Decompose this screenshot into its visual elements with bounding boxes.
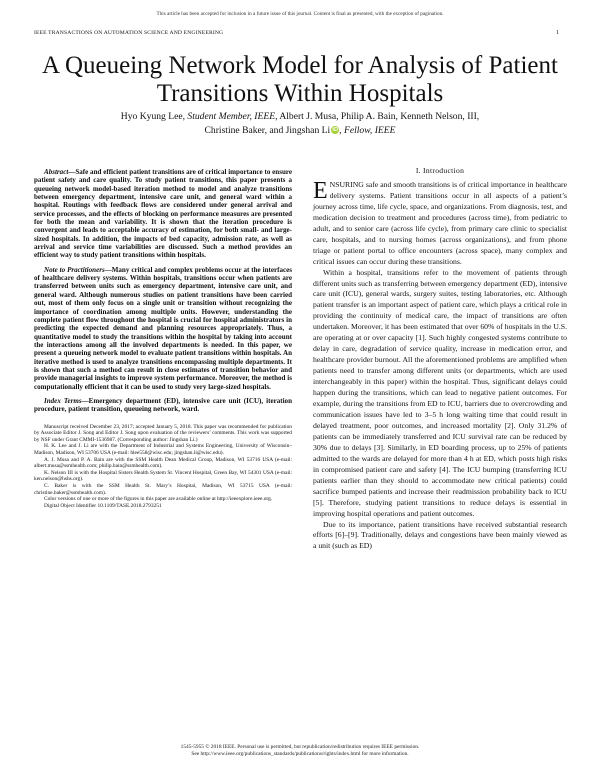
footnote-affiliation-3: K. Nelson III is with the Hospital Sisters Health System St. Vincent Hospital, Green Bay, WI 54301 USA (e-mail: ken.nelson@hshs.org). (34, 469, 292, 483)
index-terms-dash: — (81, 396, 89, 405)
author-line-2 (40, 124, 560, 138)
author-list (40, 110, 560, 138)
author-role-fellow: Fellow, IEEE (343, 125, 396, 136)
footnote-doi: Digital Object Identifier 10.1109/TASE.2018.2793251 (44, 502, 162, 509)
drop-cap: E (313, 177, 328, 204)
author-sep: , (339, 125, 344, 136)
copyright-line: 1545-5955 © 2018 IEEE. Personal use is permitted, but republication/redistribution requires IEEE permission. (180, 744, 420, 750)
publication-notice: This article has been accepted for inclusion in a future issue of this journal. Content is final as presented, with the exception of pagination. (156, 11, 444, 17)
right-column (313, 166, 567, 552)
footnote-color-versions: Color versions of one or more of the figures in this paper are available online at http://ieeexplore.ieee.org. (44, 496, 273, 503)
intro-paragraph-1 (313, 177, 567, 268)
note-to-practitioners (34, 266, 292, 391)
section-heading: I. Introduction (415, 166, 465, 175)
intro-paragraph-3: Due to its importance, patient transitions have received substantial research efforts [6]–[9]. Traditionally, delays and congestions have been mainly viewed as a unit (such as ED) (313, 519, 567, 551)
index-terms (34, 397, 292, 414)
practitioners-text: Many critical and complex problems occur at the interfaces of healthcare delivery systems. Within hospitals, transitions occur when patients are transferred between units such as emergency department, intensive care unit, and general ward. Although numerous studies on patient transitions have been carried out, most of them only focus on a single unit or transition without recognizing the importance of coordination among multiple units. However, understanding the complete patient flow throughout the hospital is crucial for hospital administrators in predicting the expected demand and planning resources appropriately. Thus, a quantitative model to study the transitions within the hospital by taking into account the interactions among all the involved departments is needed. In this paper, we present a queueing network model to evaluate patient transitions within hospitals. An iterative method is used to analyze transitions encompassing multiple departments. It is shown that such a method can result in close estimates of transition behavior and provide managerial insights to improve system performance. Moreover, the method is computationally efficient that it can be used to study very large-sized hospitals. (34, 265, 292, 391)
practitioners-label: Note to Practitioners (44, 265, 105, 274)
intro-paragraph-2: Within a hospital, transitions refer to the movement of patients through different units such as transferring between emergency department (ED), intensive care unit (ICU), general wards, surgery suites, testing laboratories, etc. Although patient transfer is an important aspect of patient care, which plays a critical role in providing the continuity of medical care, the impact of transitions are often undertaken. Moreover, it has been estimated that over 60% of hospitals in the U.S. are operating at or over capacity [1]. Such highly congested systems contribute to delay in care, degradation of service quality, increase in medication error, and healthcare provider burnout. All the aforementioned problems are amplified when patients need to transfer among different units (or departments, which are used interchangeably in this paper) within the hospital. Thus, significant delays could happen during the transitions, which can lead to negative patient outcomes. For example, during the transitions from ED to ICU, barriers due to overcrowding and communication issues have led to 3–5 h long waiting time that could result in delayed treatment, poor outcomes, and increased mortality [2]. Only 31.2% of patients can be immediately transferred and ICU survival rate can be reduced by 30% due to delays [3]. Similarly, in ED boarding process, up to 25% of patients admitted to the wards are delayed for more than 4 h at ED, which posts high risks in compromised patient care and safety [4]. The ICU bumping (transferring ICU patients earlier than they should to accommodate new critical patients) could sacrifice bumped patients and increase their readmission probability back to ICU [5]. Therefore, studying patient transitions to reduce delays is essential in improving hospital operations and patient outcomes. (313, 267, 567, 518)
rights-link-line[interactable]: See http://www.ieee.org/publications_standards/publications/rights/index.html for more information. (191, 751, 409, 757)
intro-lead-word: NSURING (329, 179, 364, 189)
footnote-affiliation-2: A. J. Musa and P. A. Bain are with the SSM Health Dean Medical Group, Madison, WI 53716 USA (e-mail: albert.musa@ssmhealth.com; philip.bain@ssmhealth.com). (34, 456, 292, 470)
practitioners-dash: — (104, 265, 112, 274)
orcid-icon[interactable]: iD (332, 127, 338, 133)
index-terms-label: Index Terms (44, 396, 82, 405)
paper-title: A Queueing Network Model for Analysis of Patient Transitions Within Hospitals (42, 52, 558, 107)
footnote-affiliation-4: C. Baker is with the SSM Health St. Mary’s Hospital, Madison, WI 53715 USA (e-mail: christine.baker@ssmhealth.com). (34, 482, 292, 496)
author-role-student: Student Member, IEEE (187, 111, 276, 122)
author-names-1b: , Albert J. Musa, Philip A. Bain, Kenneth Nelson, III, (275, 111, 480, 122)
abstract (34, 168, 292, 260)
footnote-manuscript: Manuscript received December 23, 2017; accepted January 5, 2018. This paper was recommended for publication by Associate Editor J. Song and Editor J. Song upon evaluation of the reviewers’ comments. This work was supported by NSF under Grant CMMI-1536987. (Corresponding author: Jingshan Li.) (34, 423, 292, 443)
abstract-label: Abstract (44, 168, 69, 176)
footnotes (34, 424, 292, 510)
author-names-1: Hyo Kyung Lee, (120, 111, 188, 122)
footnote-affiliation-1: H. K. Lee and J. Li are with the Department of Industrial and Systems Engineering, University of Wisconsin–Madison, Madison, WI 53706 USA (e-mail: hlee558@wisc.edu; jingshan.li@wisc.edu). (34, 443, 292, 456)
index-terms-text: Emergency department (ED), intensive care unit (ICU), iteration procedure, patient transition, queueing network, ward. (34, 396, 292, 414)
abstract-text: Safe and efficient patient transitions are of critical importance to ensure patient safety and care quality. To study patient transitions, this paper presents a queueing network model-based iteration method to model and analyze transitions between emergency department, intensive care unit, and general ward within a hospital. Routings with feedback flows are considered under general arrival and service processes, and the effects of blocking on performance measures are presented for both the mean and variability. It is shown that the iteration procedure is convergent and leads to acceptable accuracy of estimation, for both small- and large-sized hospitals. In addition, the impacts of bed capacity, admission rate, as well as arrival and service time variabilities are discussed. Such a method provides an efficient way to study patient transitions within hospitals. (34, 168, 292, 260)
intro-text-1: safe and smooth transitions is of critical importance in healthcare delivery systems. Patient transitions occur in all aspects of a patient’s journey across time, life cycle, space, and organizations. From diagnosis, test, and medication decision to treatment and procedures (across time), from pediatric to adult, and to senior care (across life cycle), from primary care clinic to specialist care, hospitals, and to nursing homes (across organizations), and from phone triage or patient portal to office encounters (across space), many complex and critical issues can occur during these transitions. (313, 179, 567, 266)
running-head: IEEE TRANSACTIONS ON AUTOMATION SCIENCE AND ENGINEERING (34, 30, 224, 36)
copyright-footer (0, 744, 600, 758)
left-column (34, 168, 292, 509)
page-number: 1 (556, 30, 559, 36)
author-line-1 (40, 110, 560, 124)
author-names-2: Christine Baker, and Jingshan Li (204, 125, 331, 136)
abstract-dash: — (68, 168, 76, 176)
